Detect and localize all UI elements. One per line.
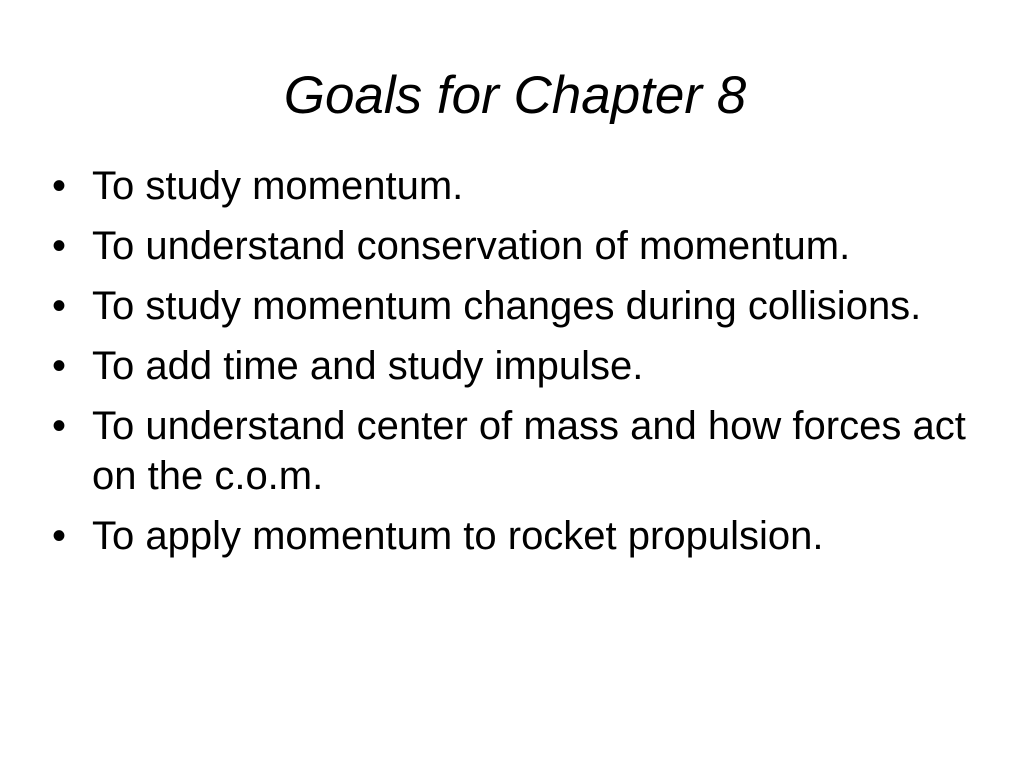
bullet-text: To understand center of mass and how forces act on the c.o.m.	[92, 404, 966, 498]
bullet-text: To understand conservation of momentum.	[92, 224, 851, 268]
bullet-dot: •	[52, 404, 67, 448]
bullet-item	[52, 341, 1012, 391]
bullet-text: To apply momentum to rocket propulsion.	[92, 514, 824, 558]
bullet-item	[52, 401, 1012, 501]
bullet-text: To add time and study impulse.	[92, 344, 644, 388]
bullet-text: To study momentum.	[92, 164, 464, 208]
bullet-item	[52, 511, 1012, 561]
bullet-dot: •	[52, 284, 67, 328]
bullet-dot: •	[52, 344, 67, 388]
bullet-dot: •	[52, 514, 67, 558]
bullet-item	[52, 281, 1012, 331]
bullet-dot: •	[52, 164, 67, 208]
bullet-list	[52, 161, 1012, 571]
bullet-text: To study momentum changes during collisions.	[92, 284, 922, 328]
bullet-dot: •	[52, 224, 67, 268]
bullet-item	[52, 161, 1012, 211]
slide-title: Goals for Chapter 8	[283, 66, 747, 125]
bullet-item	[52, 221, 1012, 271]
